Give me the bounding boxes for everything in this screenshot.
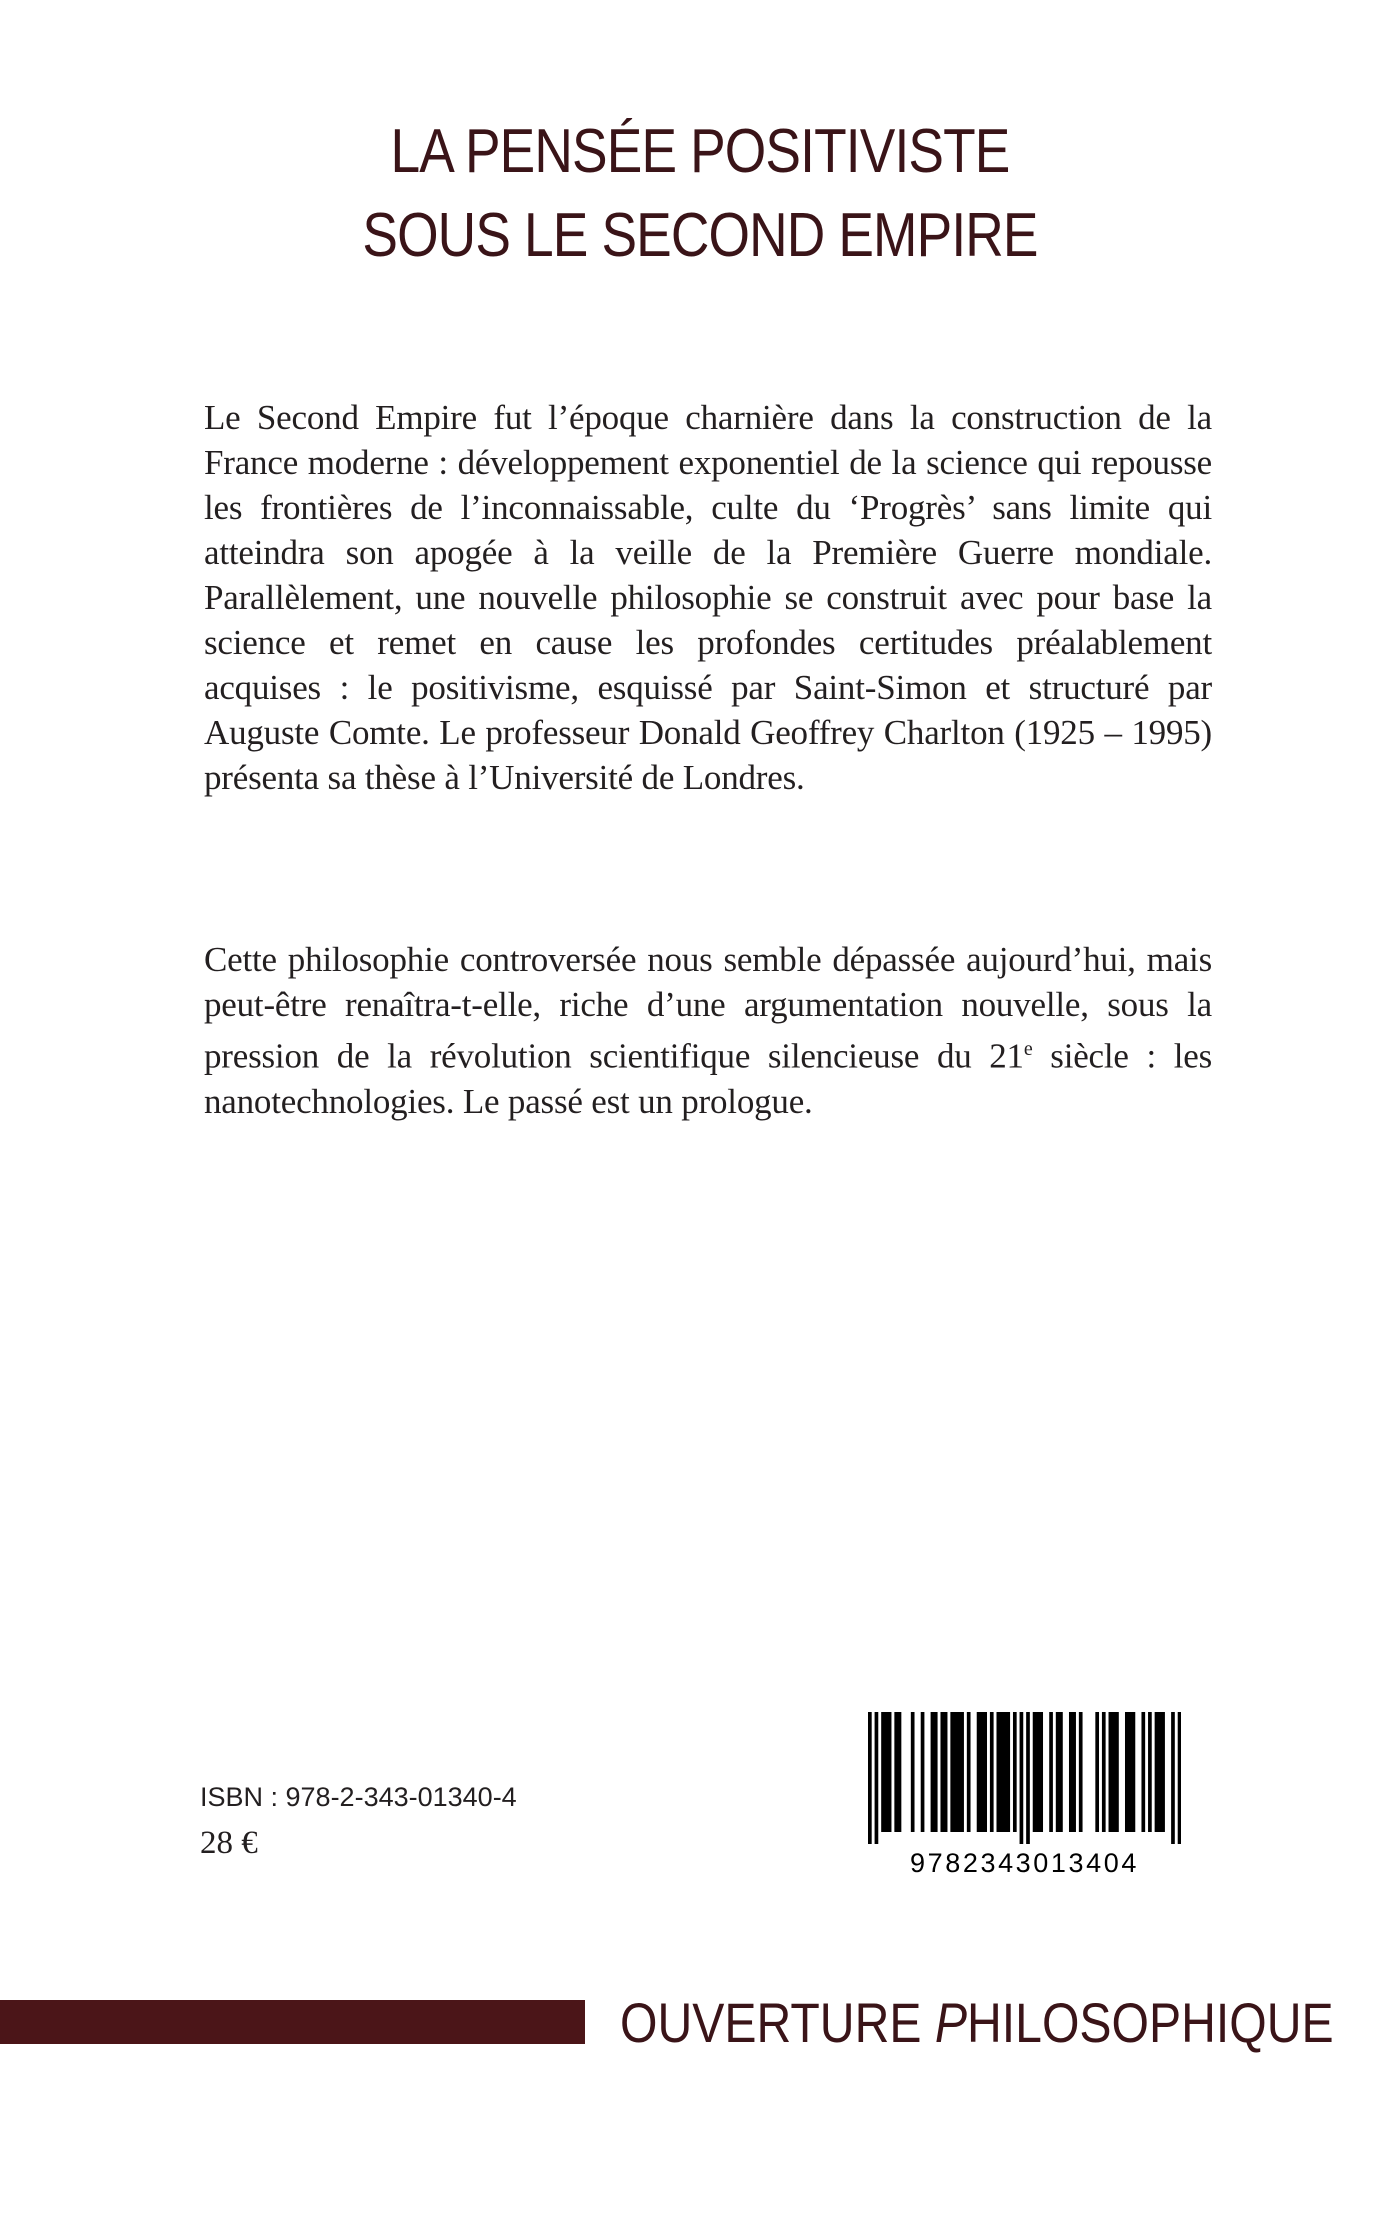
collection-italic-letter: P xyxy=(934,1991,968,2054)
barcode-bar xyxy=(1112,1712,1116,1832)
barcode-bar xyxy=(967,1712,971,1832)
barcode-bar xyxy=(1033,1712,1037,1832)
paragraph-2-start: Cette philosophie controversée nous semble dépassée aujourd’hui, mais peut-être renaîtra-t-elle, riche d’une argumentation nouvelle, sous la pression de la révolution scientifique silencieuse du 21 xyxy=(204,940,1212,1076)
barcode-bar xyxy=(868,1712,872,1844)
barcode-bar xyxy=(1072,1712,1076,1832)
barcode-bar xyxy=(980,1712,984,1832)
barcode-bar xyxy=(1171,1712,1175,1844)
barcode-bar xyxy=(1155,1712,1159,1832)
century-superscript: e xyxy=(1023,1038,1033,1060)
blurb-paragraph-1: Le Second Empire fut l’époque charnière dans la construction de la France moderne : développement exponentiel de la science qui repousse les frontières de l’inconnaissable, culte du ‘Progrès’ sans limite qui atteindra son apogée à la veille de la Première Guerre mondiale. Parallèlement, une nouvelle philosophie se construit avec pour base la science et remet en cause les profondes certitudes préalablement acquises : le positivisme, esquissé par Saint-Simon et structuré par Auguste Comte. Le professeur Donald Geoffrey Charlton (1925 – 1995) présenta sa thèse à l’Université de Londres. xyxy=(204,398,1212,797)
barcode-bar xyxy=(977,1712,981,1832)
price: 28 € xyxy=(200,1825,258,1861)
barcode xyxy=(868,1712,1181,1878)
barcode-bar xyxy=(1006,1712,1010,1832)
barcode-bar xyxy=(1125,1712,1129,1832)
barcode-bar xyxy=(1109,1712,1113,1832)
barcode-bar xyxy=(1056,1712,1060,1832)
barcode-bar xyxy=(1079,1712,1083,1832)
barcode-bar xyxy=(911,1712,915,1832)
barcode-bar xyxy=(1178,1712,1181,1844)
barcode-bar xyxy=(1039,1712,1043,1832)
barcode-bars xyxy=(868,1712,1181,1844)
barcode-bar xyxy=(1013,1712,1017,1832)
barcode-bar xyxy=(950,1712,954,1832)
book-title xyxy=(98,110,1302,278)
barcode-bar xyxy=(875,1712,879,1844)
barcode-bar xyxy=(944,1712,948,1832)
barcode-bar xyxy=(1049,1712,1053,1832)
collection-bar xyxy=(0,2000,585,2044)
barcode-bar xyxy=(1036,1712,1040,1832)
title-line-1: LA PENSÉE POSITIVISTE xyxy=(390,117,1010,186)
barcode-bar xyxy=(894,1712,898,1832)
barcode-bar xyxy=(1128,1712,1132,1832)
barcode-bar xyxy=(990,1712,994,1832)
barcode-bar xyxy=(881,1712,885,1832)
barcode-bar xyxy=(1026,1712,1030,1844)
barcode-bar xyxy=(1003,1712,1007,1832)
barcode-bar xyxy=(960,1712,964,1832)
barcode-bar xyxy=(1020,1712,1024,1844)
collection-word-2: HILOSOPHIQUE xyxy=(967,1991,1334,2054)
barcode-bar xyxy=(954,1712,958,1832)
barcode-bar xyxy=(1158,1712,1162,1832)
barcode-bar xyxy=(888,1712,892,1832)
title-line-2: SOUS LE SECOND EMPIRE xyxy=(362,201,1038,270)
paragraph-2-end: siècle : les nanotechnologies. Le passé est un prologue. xyxy=(204,1036,1212,1121)
barcode-bar xyxy=(1000,1712,1004,1832)
collection-word-1: OUVERTURE xyxy=(620,1991,935,2054)
collection-name xyxy=(620,1990,1334,2055)
barcode-bar xyxy=(898,1712,902,1832)
barcode-bar xyxy=(957,1712,961,1832)
barcode-bar xyxy=(1141,1712,1145,1832)
barcode-number: 9782343013404 xyxy=(909,1848,1139,1878)
barcode-bar xyxy=(1102,1712,1106,1832)
barcode-bar xyxy=(884,1712,888,1832)
barcode-bar xyxy=(1148,1712,1152,1832)
barcode-bar xyxy=(1132,1712,1136,1832)
barcode-bar xyxy=(1095,1712,1099,1832)
blurb-paragraph-2 xyxy=(204,937,1212,1124)
barcode-bar xyxy=(996,1712,1000,1832)
barcode-bar xyxy=(921,1712,925,1832)
isbn: ISBN : 978-2-343-01340-4 xyxy=(200,1782,517,1812)
barcode-bar xyxy=(983,1712,987,1832)
barcode-bar xyxy=(940,1712,944,1832)
barcode-bar xyxy=(1069,1712,1073,1832)
barcode-bar xyxy=(931,1712,935,1832)
barcode-bar xyxy=(1161,1712,1165,1832)
barcode-bar xyxy=(1115,1712,1119,1832)
barcode-bar xyxy=(1059,1712,1063,1832)
barcode-bar xyxy=(934,1712,938,1832)
